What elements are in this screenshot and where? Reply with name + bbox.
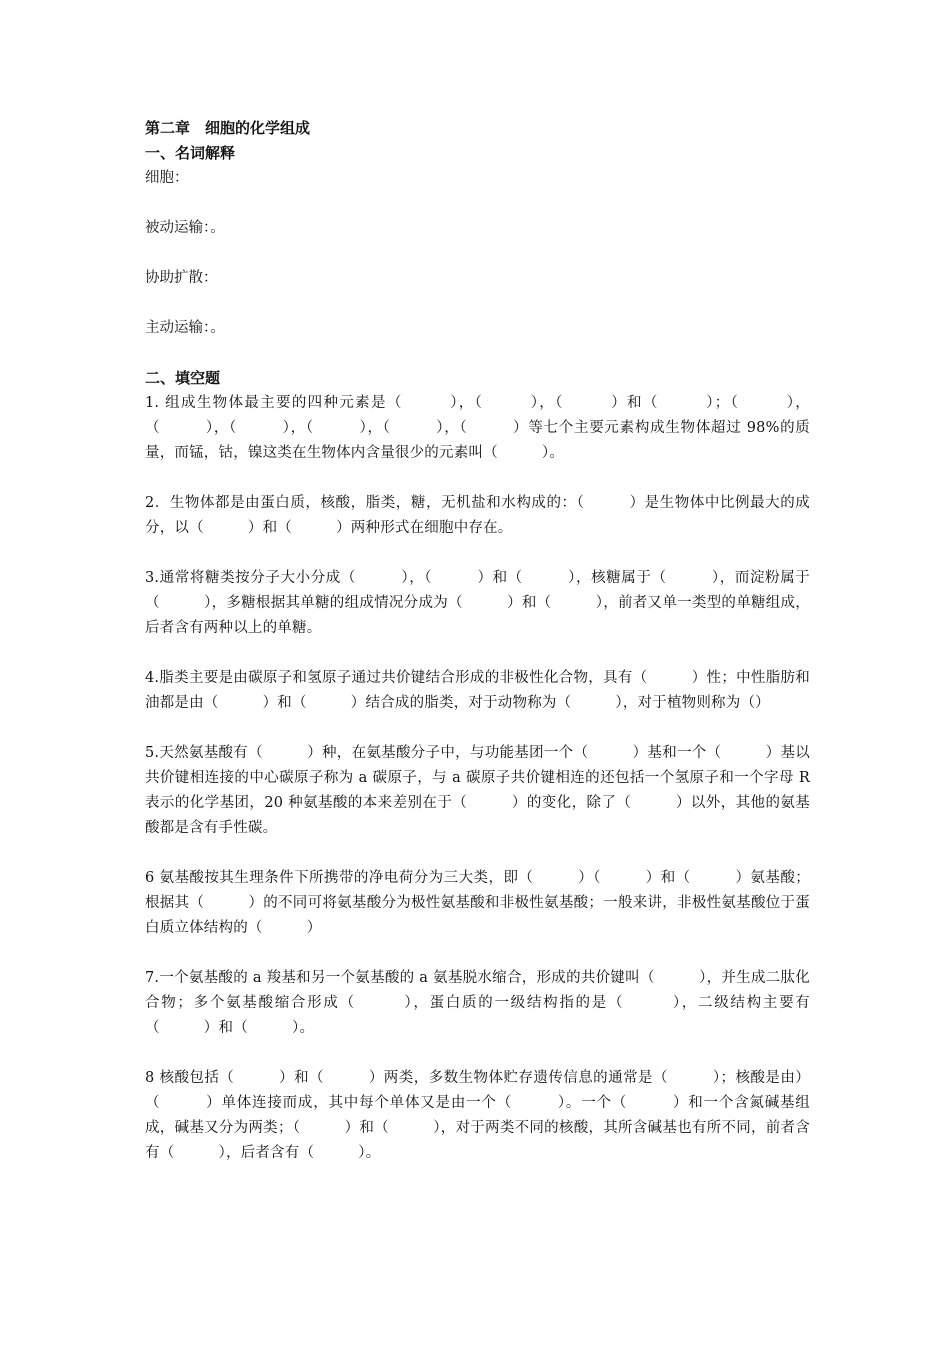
term-active-transport: 主动运输：。 xyxy=(145,320,225,336)
question-6: 6 氨基酸按其生理条件下所携带的净电荷分为三大类，即（ ）（ ）和（ ）氨基酸；根据其（ ）的不同可将氨基酸分为极性氨基酸和非极性氨基酸；一般来讲，非极性氨基酸位于蛋白质立体结构的（ ） xyxy=(145,870,810,936)
spacer xyxy=(145,1041,810,1066)
spacer xyxy=(145,716,810,741)
section-heading-fill-in: 二、填空题 xyxy=(145,369,221,387)
spacer xyxy=(145,291,810,316)
spacer xyxy=(145,941,810,966)
term-cell: 细胞： xyxy=(145,170,189,186)
chapter-title: 第二章 细胞的化学组成 xyxy=(145,119,311,137)
document-page xyxy=(145,116,810,1166)
spacer xyxy=(145,841,810,866)
question-8: 8 核酸包括（ ）和（ ）两类，多数生物体贮存遗传信息的通常是（ ）；核酸是由）（ ）单体连接而成，其中每个单体又是由一个（ ）。一个（ ）和一个含氮碱基组成，碱基又分为两类；（ ）和（ ），对于两类不同的核酸，其所含碱基也有所不同，前者含有（ ），后者含有（ ）。 xyxy=(145,1070,810,1161)
spacer xyxy=(145,191,810,216)
spacer xyxy=(145,466,810,491)
spacer xyxy=(145,241,810,266)
question-5: 5.天然氨基酸有（ ）种，在氨基酸分子中，与功能基团一个（ ）基和一个（ ）基以共价键相连接的中心碳原子称为 a 碳原子，与 a 碳原子共价键相连的还包括一个氢原子和一个字母 R 表示的化学基团，20 种氨基酸的本来差别在于（ ）的变化，除了（ ）以外，其他的氨基酸都是含有手性碳。 xyxy=(145,745,810,836)
term-facilitated-diffusion: 协助扩散： xyxy=(145,270,218,286)
question-7: 7.一个氨基酸的 a 羧基和另一个氨基酸的 a 氨基脱水缩合，形成的共价键叫（ ），并生成二肽化合物；多个氨基酸缩合形成（ ），蛋白质的一级结构指的是（ ），二级结构主要有（ ）和（ ）。 xyxy=(145,970,810,1036)
spacer xyxy=(145,641,810,666)
term-passive-transport: 被动运输：。 xyxy=(145,220,225,236)
question-3: 3.通常将糖类按分子大小分成（ ），（ ）和（ ），核糖属于（ ），而淀粉属于（ ），多糖根据其单糖的组成情况分成为（ ）和（ ），前者又单一类型的单糖组成，后者含有两种以上的单糖。 xyxy=(145,570,810,636)
question-1: 1. 组成生物体最主要的四种元素是（ ），（ ），（ ）和（ ）；（ ），（ ），（ ），（ ），（ ），（ ）等七个主要元素构成生物体超过 98%的质量，而锰，钴，镍这类在生物体内含量很少的元素叫（ ）。 xyxy=(145,395,810,461)
section-heading-definitions: 一、名词解释 xyxy=(145,144,236,162)
spacer xyxy=(145,541,810,566)
spacer xyxy=(145,341,810,366)
question-2: 2．生物体都是由蛋白质，核酸，脂类，糖，无机盐和水构成的：（ ）是生物体中比例最大的成分，以（ ）和（ ）两种形式在细胞中存在。 xyxy=(145,495,810,536)
question-4: 4.脂类主要是由碳原子和氢原子通过共价键结合形成的非极性化合物，具有（ ）性；中性脂肪和油都是由（ ）和（ ）结合成的脂类，对于动物称为（ ），对于植物则称为（） xyxy=(145,670,810,711)
